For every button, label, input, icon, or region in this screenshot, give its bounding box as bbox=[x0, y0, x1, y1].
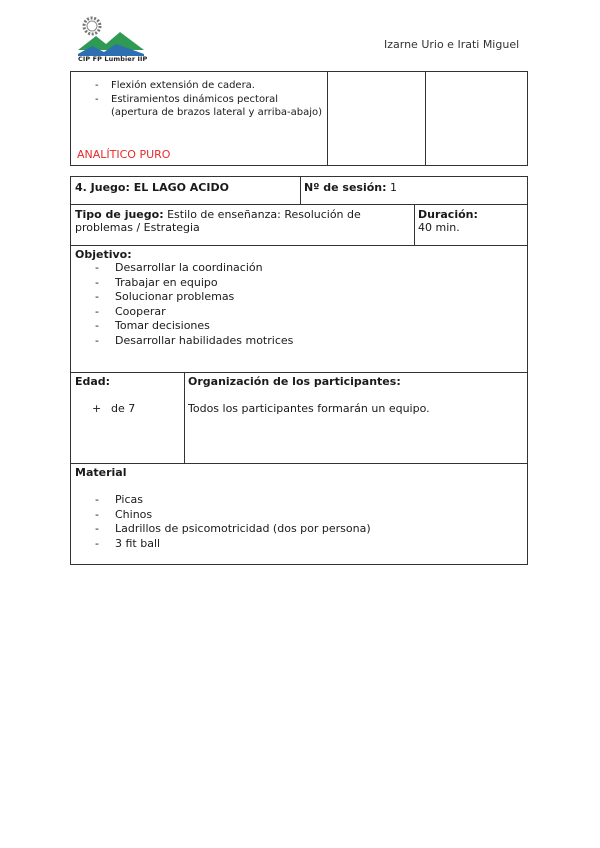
material-label: Material bbox=[75, 466, 127, 479]
objective-list bbox=[75, 261, 523, 348]
list-item: - Desarrollar habilidades motrices bbox=[75, 334, 523, 349]
game-type: Tipo de juego: Estilo de enseñanza: Resolución de problemas / Estrategia bbox=[75, 208, 361, 234]
list-item: - Picas bbox=[75, 493, 523, 508]
age-plus: + bbox=[92, 402, 102, 415]
list-item: - Flexión extensión de cadera. bbox=[75, 79, 325, 93]
authors: Izarne Urio e Irati Miguel bbox=[384, 38, 520, 51]
material-list bbox=[75, 493, 523, 551]
age-value: de 7 bbox=[111, 402, 136, 415]
list-item: - Estiramientos dinámicos pectoral (apertura de brazos lateral y arriba-abajo) bbox=[75, 93, 325, 120]
list-item: - Trabajar en equipo bbox=[75, 276, 523, 291]
exercise-list bbox=[75, 79, 325, 120]
list-item: - Tomar decisiones bbox=[75, 319, 523, 334]
objective-section bbox=[75, 248, 523, 348]
list-item: - Ladrillos de psicomotricidad (dos por persona) bbox=[75, 522, 523, 537]
age-section bbox=[75, 375, 181, 388]
organization-label: Organización de los participantes: bbox=[188, 375, 401, 388]
organization-section bbox=[188, 375, 524, 388]
material-section bbox=[75, 466, 523, 551]
list-item: - 3 fit ball bbox=[75, 537, 523, 552]
age-label: Edad: bbox=[75, 375, 111, 388]
gear-icon bbox=[84, 18, 100, 34]
top-table bbox=[70, 71, 528, 166]
list-item: - Solucionar problemas bbox=[75, 290, 523, 305]
game-title: 4. Juego: EL LAGO ACIDO bbox=[75, 181, 229, 194]
duration: Duración: 40 min. bbox=[418, 208, 478, 234]
analytic-note: ANALÍTICO PURO bbox=[77, 148, 171, 161]
logo-text: CIP FP Lumbier IIP bbox=[78, 55, 148, 63]
objective-label: Objetivo: bbox=[75, 248, 132, 261]
list-item: - Chinos bbox=[75, 508, 523, 523]
list-item: - Cooperar bbox=[75, 305, 523, 320]
list-item: - Desarrollar la coordinación bbox=[75, 261, 523, 276]
organization-value: Todos los participantes formarán un equipo. bbox=[188, 402, 430, 415]
session-number: Nº de sesión: 1 bbox=[304, 181, 398, 194]
game-table bbox=[70, 176, 528, 565]
